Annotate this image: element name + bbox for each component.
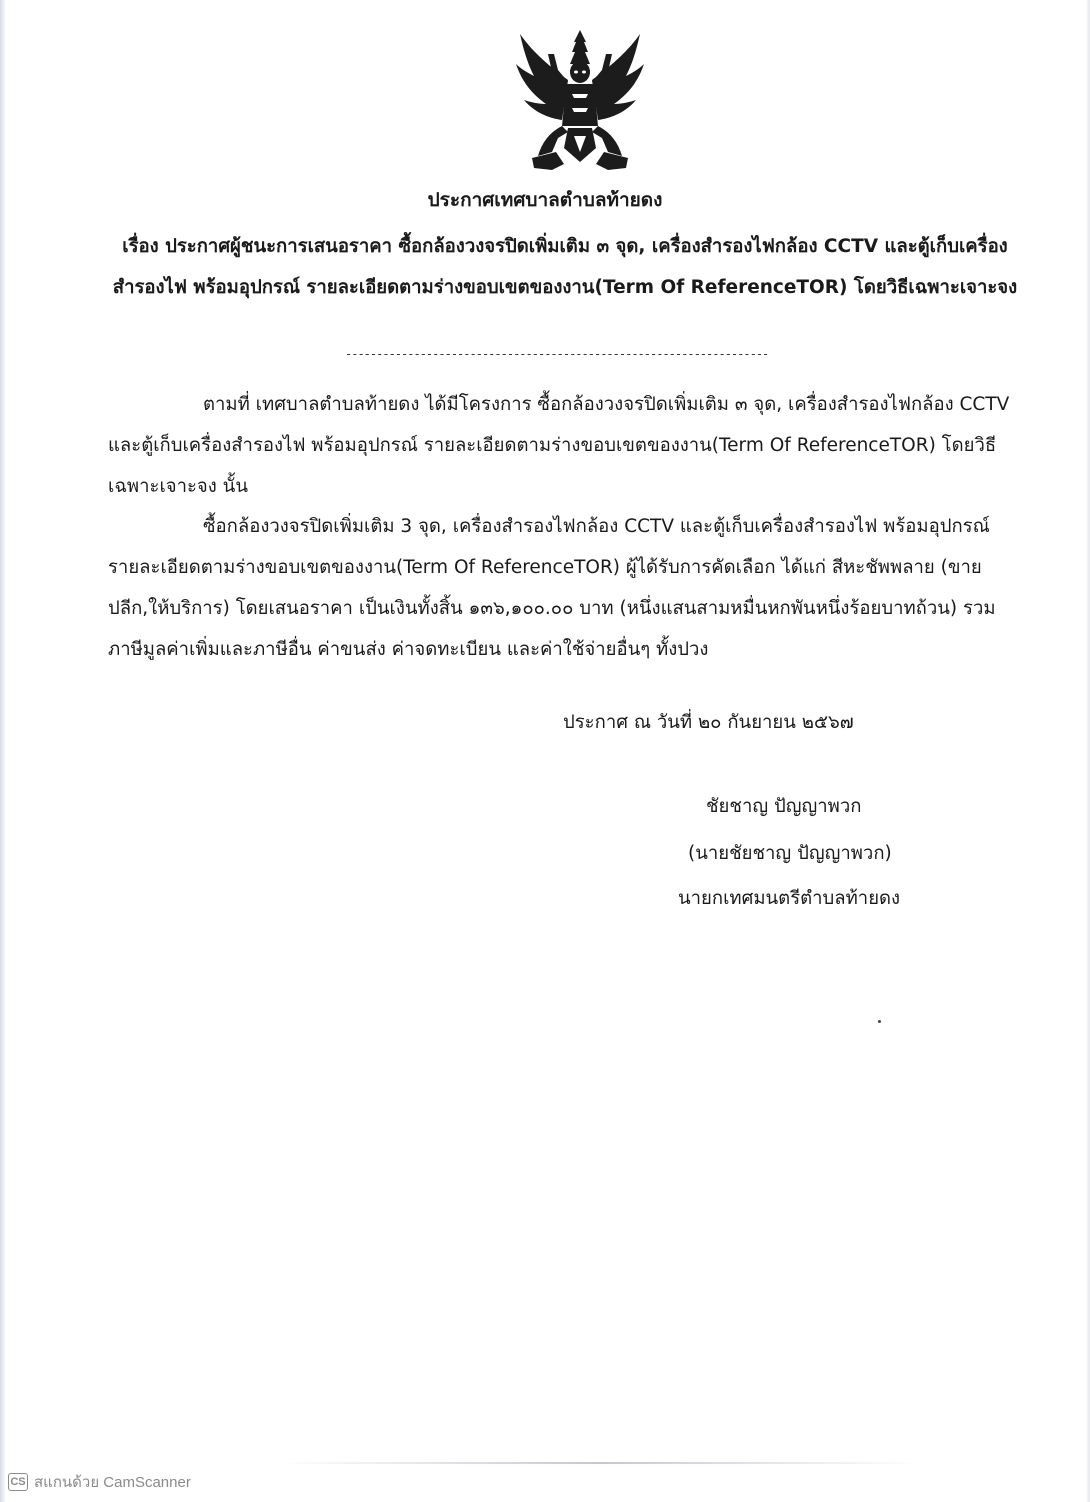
announcement-title: ประกาศเทศบาลตำบลท้ายดง xyxy=(427,189,663,211)
scan-edge-right xyxy=(1086,0,1090,1502)
camscanner-logo-icon: CS xyxy=(8,1473,28,1491)
page-bottom-edge xyxy=(280,1462,920,1464)
scan-edge-left xyxy=(0,0,6,1502)
body-paragraph-2: ซื้อกล้องวงจรปิดเพิ่มเติม 3 จุด, เครื่องสำรองไฟกล้อง CCTV และตู้เก็บเครื่องสำรองไฟ พร้อมอุปกรณ์ รายละเอียดตามร่างขอบเขตของงาน(Term Of ReferenceTOR) ผู้ได้รับการคัดเลือก ได้แก่ สีหะชัพพลาย (ขายปลีก,ให้บริการ) โดยเสนอราคา เป็นเงินทั้งสิ้น ๑๓๖,๑๐๐.๐๐ บาท (หนึ่งแสนสามหมื่นหกพันหนึ่งร้อยบาทถ้วน) รวมภาษีมูลค่าเพิ่มและภาษีอื่น ค่าขนส่ง ค่าจดทะเบียน และค่าใช้จ่ายอื่นๆ ทั้งปวง xyxy=(108,516,996,660)
camscanner-text: สแกนด้วย CamScanner xyxy=(34,1474,191,1491)
announcement-subject: เรื่อง ประกาศผู้ชนะการเสนอราคา ซื้อกล้องวงจรปิดเพิ่มเติม ๓ จุด, เครื่องสำรองไฟกล้อง CCTV และตู้เก็บเครื่องสำรองไฟ พร้อมอุปกรณ์ รายละเอียดตามร่างขอบเขตของงาน(Term Of ReferenceTOR) โดยวิธีเฉพาะเจาะจง xyxy=(112,236,1018,298)
announcement-date: ประกาศ ณ วันที่ ๒๐ กันยายน ๒๕๖๗ xyxy=(563,712,854,733)
signature-fullname: (นายชัยชาญ ปัญญาพวก) xyxy=(688,843,892,864)
stray-dot xyxy=(878,1020,881,1023)
garuda-emblem-icon xyxy=(512,28,648,174)
separator-line: -------------------------------------------------------------------- xyxy=(345,347,769,361)
camscanner-watermark xyxy=(8,1470,191,1494)
body-paragraph-1: ตามที่ เทศบาลตำบลท้ายดง ได้มีโครงการ ซื้อกล้องวงจรปิดเพิ่มเติม ๓ จุด, เครื่องสำรองไฟกล้อง CCTV และตู้เก็บเครื่องสำรองไฟ พร้อมอุปกรณ์ รายละเอียดตามร่างขอบเขตของงาน(Term Of ReferenceTOR) โดยวิธีเฉพาะเจาะจง นั้น xyxy=(108,394,1010,497)
signature-position: นายกเทศมนตรีตำบลท้ายดง xyxy=(678,888,901,909)
signature-name: ชัยชาญ ปัญญาพวก xyxy=(706,796,862,817)
